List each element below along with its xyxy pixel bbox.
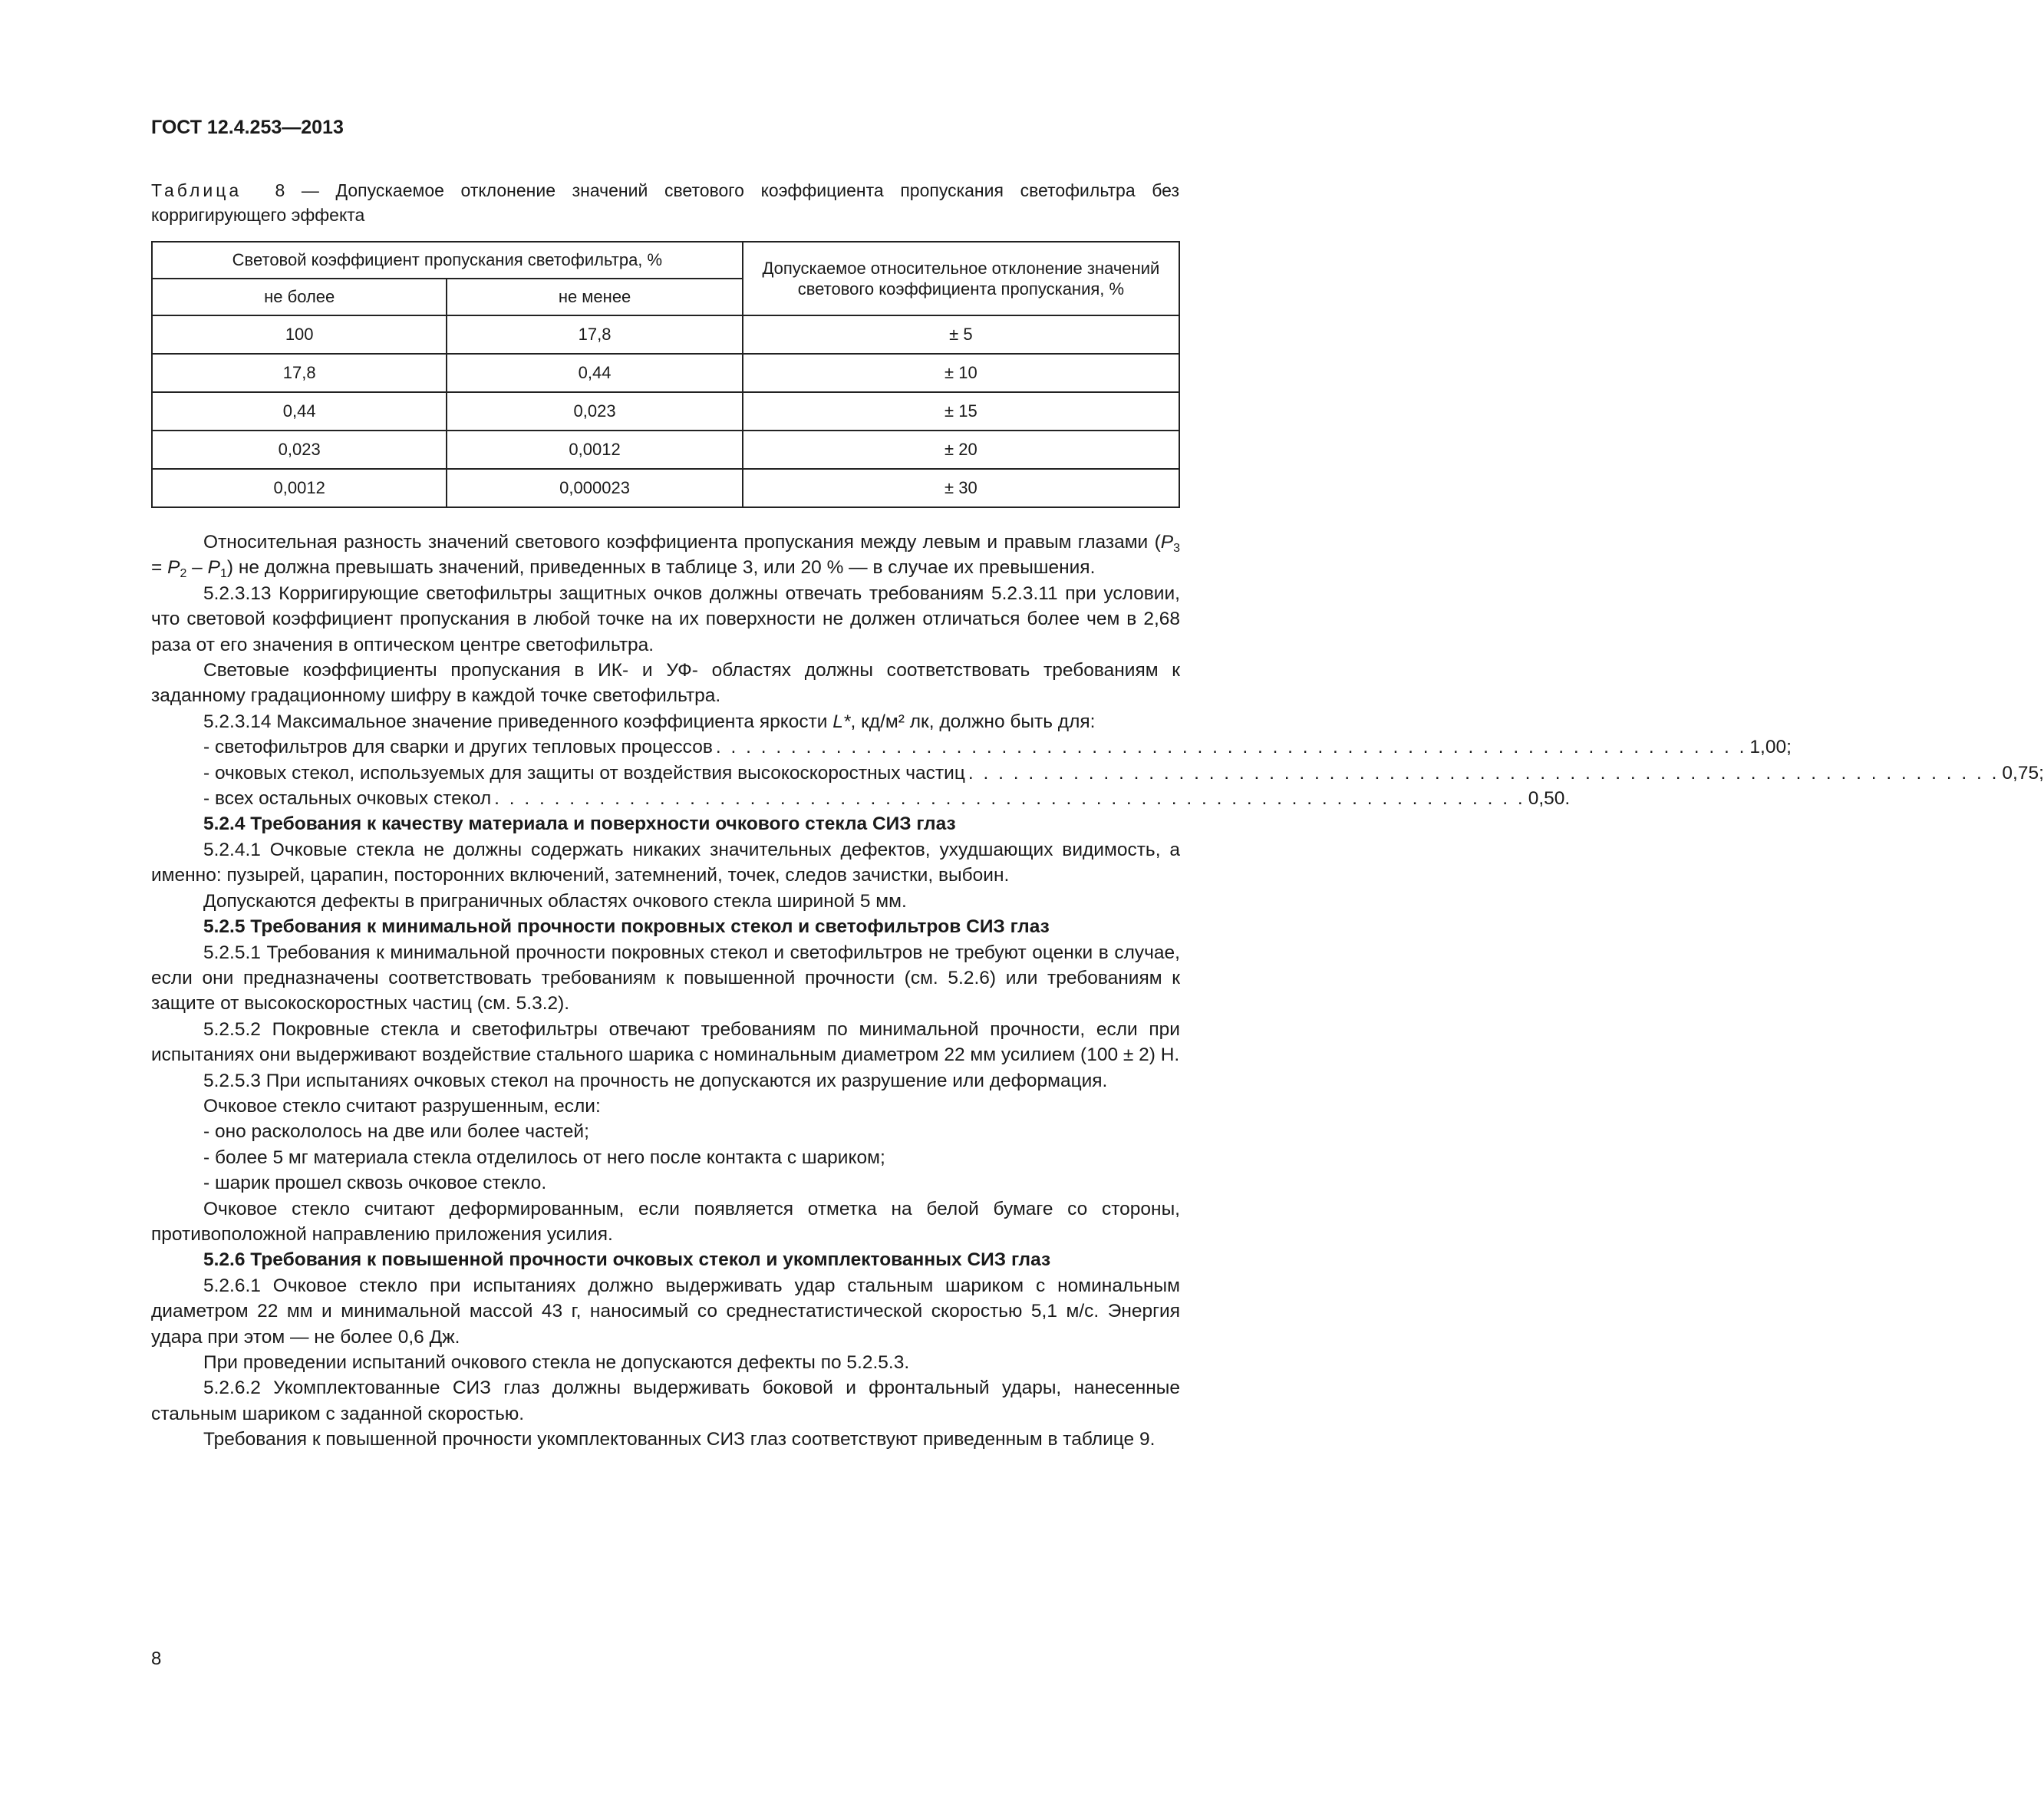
paragraph-edge-defects: Допускаются дефекты в приграничных областях очкового стекла шириной 5 мм.	[203, 890, 907, 912]
paragraph-5-2-3-14: 5.2.3.14 Максимальное значение приведенного коэффициента яркости L*, кд/м² лк, должно быть для:	[203, 711, 1096, 732]
cell-max: 0,0012	[152, 469, 447, 507]
heading-5-2-6: 5.2.6 Требования к повышенной прочности очковых стекол и укомплектованных СИЗ глаз	[203, 1249, 1051, 1271]
paragraph-5-2-5-1: 5.2.5.1 Требования к минимальной прочности покровных стекол и светофильтров не требуют оценки в случае, если они предназначены соответствовать требованиям к повышенной прочности (см. 5.2.6) или требованиям к защите от высокоскоростных частиц (см. 5.3.2).	[151, 942, 1180, 1015]
cell-max: 0,44	[152, 392, 447, 431]
heading-5-2-5: 5.2.5 Требования к минимальной прочности покровных стекол и светофильтров СИЗ глаз	[203, 916, 1050, 938]
list-item: - очковых стекол, используемых для защиты от воздействия высокоскоростных частиц . . . . . . . . . . . . . . . . . . . . . . . . . . . . . . . . . . . . . . . . . . . . . . . . . . . . . . . . . . . . . . . . . . . . . 0,75;	[151, 761, 1180, 786]
paragraph-5-2-6-1: 5.2.6.1 Очковое стекло при испытаниях должно выдерживать удар стальным шариком с номинальным диаметром 22 мм и минимальной массой 43 г, наносимый со среднестатистической скоростью 5,1 м/с. Энергия удара при этом — не более 0,6 Дж.	[151, 1275, 1180, 1348]
paragraph-5-2-3-13: 5.2.3.13 Корригирующие светофильтры защитных очков должны отвечать требованиям 5.2.3.11 при условии, что световой коэффициент пропускания в любой точке на их поверхности не должен отличаться более чем в 2,68 раза от его значения в оптическом центре светофильтра.	[151, 582, 1180, 655]
paragraph-deformed: Очковое стекло считают деформированным, если появляется отметка на белой бумаге со стороны, противоположной направлению приложения усилия.	[151, 1198, 1180, 1245]
page-header: ГОСТ 12.4.253—2013	[151, 117, 344, 138]
leader-dots: . . . . . . . . . . . . . . . . . . . . . . . . . . . . . . . . . . . . . . . . . . . . . . . . . . . . . . . . . . . . . . . . . . . . .	[715, 737, 1747, 758]
header-min: не менее	[447, 279, 742, 315]
cell-max: 0,023	[152, 431, 447, 469]
cell-max: 17,8	[152, 354, 447, 392]
paragraph-table-9-ref: Требования к повышенной прочности укомплектованных СИЗ глаз соответствуют приведенным в таблице 9.	[203, 1429, 1156, 1450]
cell-deviation: ± 30	[743, 469, 1179, 507]
page-number: 8	[151, 1648, 162, 1669]
table-caption	[151, 178, 1179, 227]
table-row	[152, 431, 1179, 469]
cell-min: 0,0012	[447, 431, 742, 469]
cell-min: 0,023	[447, 392, 742, 431]
table-caption-label: Таблица	[151, 180, 242, 200]
cell-deviation: ± 10	[743, 354, 1179, 392]
header-deviation: Допускаемое относительное отклонение значений светового коэффициента пропускания, %	[743, 242, 1179, 315]
paragraph-ir-uv: Световые коэффициенты пропускания в ИК- и УФ- областях должны соответствовать требованиям к заданному градационному шифру в каждой точке светофильтра.	[151, 660, 1180, 707]
cell-min: 17,8	[447, 315, 742, 354]
cell-max: 100	[152, 315, 447, 354]
body-text	[151, 530, 2044, 1453]
cell-min: 0,000023	[447, 469, 742, 507]
cell-deviation: ± 15	[743, 392, 1179, 431]
cell-min: 0,44	[447, 354, 742, 392]
cell-deviation: ± 20	[743, 431, 1179, 469]
paragraph-5-2-5-2: 5.2.5.2 Покровные стекла и светофильтры отвечают требованиям по минимальной прочности, если при испытаниях они выдерживают воздействие стального шарика с номинальным диаметром 22 мм усилием (100 ± 2) Н.	[151, 1018, 1180, 1066]
header-transmittance: Световой коэффициент пропускания светофильтра, %	[152, 242, 743, 279]
table-row	[152, 315, 1179, 354]
list-item: - оно раскололось на две или более частей;	[203, 1121, 589, 1143]
list-item: - шарик прошел сквозь очковое стекло.	[203, 1173, 547, 1194]
leader-dots: . . . . . . . . . . . . . . . . . . . . . . . . . . . . . . . . . . . . . . . . . . . . . . . . . . . . . . . . . . . . . . . . . . . . .	[968, 762, 1999, 784]
table-caption-text: 8 — Допускаемое отклонение значений светового коэффициента пропускания светофильтра без корригирующего эффекта	[151, 180, 1180, 225]
cell-deviation: ± 5	[743, 315, 1179, 354]
paragraph-5-2-5-3: 5.2.5.3 При испытаниях очковых стекол на прочность не допускаются их разрушение или деформация.	[203, 1070, 1108, 1091]
list-item: - светофильтров для сварки и других тепловых процессов . . . . . . . . . . . . . . . . . . . . . . . . . . . . . . . . . . . . . . . . . . . . . . . . . . . . . . . . . . . . . . . . . . . . . 1,00;	[151, 734, 1180, 760]
paragraph-no-defects: При проведении испытаний очкового стекла не допускаются дефекты по 5.2.5.3.	[203, 1352, 910, 1373]
table-row	[152, 392, 1179, 431]
paragraph-5-2-6-2: 5.2.6.2 Укомплектованные СИЗ глаз должны выдерживать боковой и фронтальный удары, нанесенные стальным шариком с заданной скоростью.	[151, 1378, 1180, 1424]
table-8	[151, 241, 1180, 508]
header-max: не более	[152, 279, 447, 315]
table-row	[152, 354, 1179, 392]
heading-5-2-4: 5.2.4 Требования к качеству материала и поверхности очкового стекла СИЗ глаз	[203, 813, 956, 835]
leader-dots: . . . . . . . . . . . . . . . . . . . . . . . . . . . . . . . . . . . . . . . . . . . . . . . . . . . . . . . . . . . . . . . . . . . . .	[494, 788, 1525, 810]
list-item: - более 5 мг материала стекла отделилось от него после контакта с шариком;	[203, 1147, 885, 1168]
list-item: - всех остальных очковых стекол . . . . . . . . . . . . . . . . . . . . . . . . . . . . . . . . . . . . . . . . . . . . . . . . . . . . . . . . . . . . . . . . . . . . . 0,50.	[151, 786, 1180, 811]
paragraph-5-2-4-1: 5.2.4.1 Очковые стекла не должны содержать никаких значительных дефектов, ухудшающих видимость, а именно: пузырей, царапин, посторонних включений, затемнений, точек, следов зачистки, выбоин.	[151, 839, 1180, 886]
paragraph-relative-difference: Относительная разность значений светового коэффициента пропускания между левым и правым глазами $(P_3 = P_2 - P_1)$ не должна превышать значений, приведенных в таблице 3, или 20 % — в случае их превышения.	[151, 532, 1180, 581]
paragraph-broken: Очковое стекло считают разрушенным, если:	[203, 1095, 601, 1117]
table-row	[152, 469, 1179, 507]
